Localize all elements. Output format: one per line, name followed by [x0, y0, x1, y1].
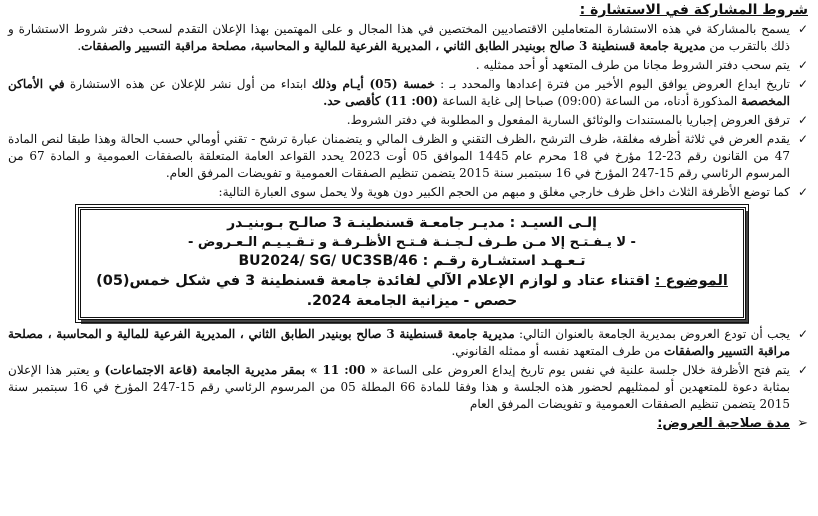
- box-subject-continued: حصص - ميزانية الجامعة 2024.: [306, 293, 518, 309]
- list-item-text: يسمح بالمشاركة في هذه الاستشارة المتعاملين الاقتصاديين المختصين في هذا المجال و على المهتمين بهذا الإعلان التقدم لسحب دفتر شروط الاستشارة و ذلك بالتقرب من: [8, 22, 790, 53]
- list-item-text: و يعتبر هذا الإعلان بمثابة دعوة للمتعهدين أو لممثليهم لحضور هذه الجلسة و هذا وفقا للمادة 66 المطلة 05 من المرسوم الرئاسي رقم 15-247 المؤرخ في 16 سبتمبر سنة 2015 يتضمن تنظيم الصفقات العمومية و تفويضات المرفق العام: [8, 363, 790, 411]
- list-item: [8, 326, 808, 360]
- validity-heading: [8, 416, 808, 432]
- check-bullet-icon: ✓: [797, 77, 808, 91]
- list-item: [8, 112, 808, 129]
- list-item-text: في الأماكن المخصصة: [8, 77, 790, 108]
- check-bullet-icon: ✓: [797, 327, 808, 341]
- conditions-list: [8, 21, 808, 201]
- list-item-text: يجب أن تودع العروض بمديرية الجامعة بالعنوان التالي:: [514, 327, 790, 341]
- list-item-text: خمسة (05) أيـام وذلك: [311, 77, 435, 91]
- list-item-text: ترفق العروض إجباريا بالمستندات والوثائق السارية المفعول و المطلوبة في دفتر الشروط.: [346, 113, 790, 127]
- submission-list: [8, 326, 808, 413]
- list-item-text: ابتداء من أول نشر للإعلان عن هذه الاستشارة: [64, 77, 312, 91]
- check-bullet-icon: ✓: [797, 132, 808, 146]
- box-consultation-number: [91, 252, 733, 271]
- check-bullet-icon: ✓: [797, 185, 808, 199]
- check-bullet-icon: ✓: [797, 113, 808, 127]
- check-bullet-icon: ✓: [797, 22, 808, 36]
- list-item-text: كما توضع الأظرفة الثلاث داخل ظرف خارجي مغلق و مبهم من الحجم الكبير دون هوية ولا يحمل سوى العبارة التالية:: [218, 185, 790, 199]
- section-heading: شروط المشاركة في الاستشارة :: [579, 2, 808, 18]
- box-subject-label: الموضوع :: [654, 273, 728, 289]
- box-subject-text: اقتناء عتاد و لوازم الإعلام الآلي لفائدة جامعة قسنطينة 3 في شكل خمس(05): [96, 273, 650, 289]
- list-item: [8, 362, 808, 413]
- list-item: [8, 184, 808, 201]
- validity-heading-text: مدة صلاحية العروض:: [657, 416, 790, 431]
- box-do-not-open: - لا يـفـتـح إلا مـن طـرف لـجـنـة فـتـح الأظـرفـة و تـقـيـيـم الـعـروض -: [188, 235, 636, 250]
- box-consultation-code: BU2024/ SG/ UC3SB/46: [238, 253, 418, 269]
- list-item-text: المذكورة أدناه، من الساعة (09:00) صباحا إلى غاية الساعة: [438, 94, 742, 108]
- list-item: [8, 76, 808, 110]
- list-item: [8, 57, 808, 74]
- list-item-text: يتم سحب دفتر الشروط مجانا من طرف المتعهد أو أحد ممثليه .: [475, 58, 790, 72]
- arrow-bullet-icon: ➢: [797, 416, 808, 431]
- box-addressee: إلـى السيـد : مديـر جامعـة قسنطينـة 3 صالـح بـوبنيـدر: [227, 215, 597, 231]
- list-item-text: « 00: 11 » بمقر مديرية الجامعة (قاعة الاجتماعات): [104, 363, 378, 377]
- list-item-text: مديرية جامعة قسنطينة 3 صالح بوبنيدر الطابق الثاني ، المديرية الفرعية للمالية و المحاسبة ، مصلحة مراقبة التسيير والصفقات: [8, 327, 790, 358]
- list-item: [8, 131, 808, 182]
- list-item-text: يتم فتح الأظرفة خلال جلسة علنية في نفس يوم تاريخ إيداع العروض على الساعة: [377, 363, 791, 377]
- check-bullet-icon: ✓: [797, 363, 808, 377]
- list-item-text: من طرف المتعهد نفسه أو ممثله القانوني.: [451, 344, 664, 358]
- list-item-text: (00: 11) كأقصى حد.: [323, 94, 439, 108]
- check-bullet-icon: ✓: [797, 58, 808, 72]
- box-subject: [91, 271, 733, 292]
- list-item-text: يقدم العرض في ثلاثة أظرفه مغلقة، ظرف الترشح ،الظرف التقني و الظرف المالي و يتضمنان عبارة ترشح - تقني أومالي حسب الحالة وهذا طبقا لنص المادة 47 من القانون رقم 23-12 مؤرخ في 18 محرم عام 1445 الموافق 05 أوت 2023 يحدد القواعد العامة المتعلقة بالصفقات العمومية و المادة 67 من المرسوم الرئاسي رقم 15-247 المؤرخ في 16 سبتمبر سنة 2015 يتضمن تنظيم الصفقات العمومية و تفويضات المرفق العام.: [8, 132, 790, 180]
- box-consultation-prefix: تـعـهـد استشـارة رقـم :: [422, 253, 586, 269]
- list-item-text: تاريخ ايداع العروض يوافق اليوم الأخير من فترة إعدادها والمحدد بـ :: [434, 77, 791, 91]
- list-item-text: .: [77, 39, 82, 53]
- list-item: [8, 21, 808, 55]
- envelope-label-box: [78, 207, 746, 320]
- list-item-text: مديرية جامعة قسنطينة 3 صالح بوبنيدر الطابق الثاني ، المديرية الفرعية للمالية و المحاسبة، مصلحة مراقبة التسيير والصفقات: [81, 39, 706, 53]
